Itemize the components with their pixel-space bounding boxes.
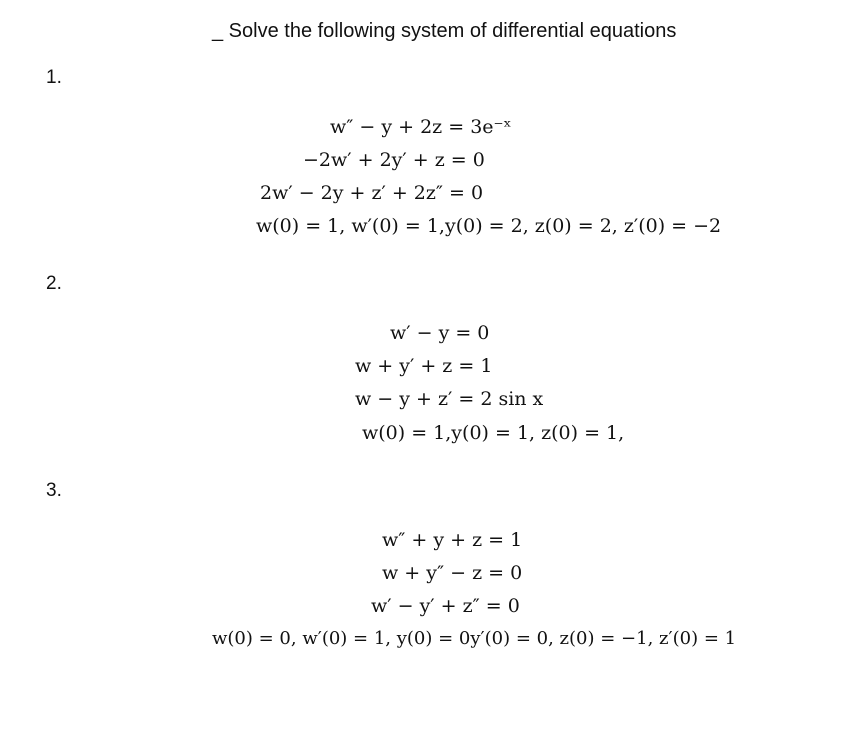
problem-1-equation-3: 2w′ − 2y + z′ + 2z″ = 0 [260,182,484,204]
problem-2-initial-conditions: w(0) = 1,y(0) = 1, z(0) = 1, [362,422,625,444]
problem-2-equation-1: w′ − y = 0 [390,322,490,344]
problem-1-initial-conditions: w(0) = 1, w′(0) = 1,y(0) = 2, z(0) = 2, z′(0) = −2 [256,215,722,237]
problem-number-3: 3. [46,480,62,501]
problem-3-equation-3: w′ − y′ + z″ = 0 [371,595,520,617]
problem-1-equation-2: −2w′ + 2y′ + z = 0 [303,149,485,171]
problem-number-2: 2. [46,273,62,294]
problem-2-equation-3: w − y + z′ = 2 sin x [355,388,544,410]
problem-number-1: 1. [46,67,62,88]
page-title: _ Solve the following system of differential equations [212,20,677,42]
problem-2-equation-2: w + y′ + z = 1 [355,355,493,377]
problem-3-initial-conditions: w(0) = 0, w′(0) = 1, y(0) = 0y′(0) = 0, z(0) = −1, z′(0) = 1 [212,628,737,649]
problem-1-equation-1: w″ − y + 2z = 3e⁻ˣ [330,116,512,138]
problem-3-equation-2: w + y″ − z = 0 [382,562,523,584]
problem-3-equation-1: w″ + y + z = 1 [382,529,523,551]
